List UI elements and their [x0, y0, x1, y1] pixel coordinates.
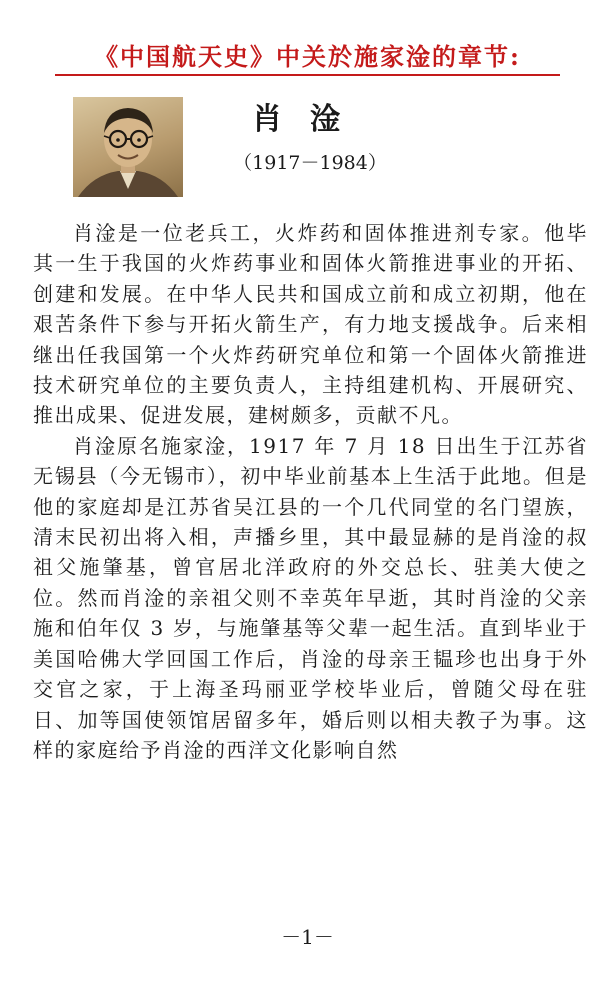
title-underline: [55, 74, 560, 76]
heading-name: 肖淦: [252, 102, 368, 137]
portrait-illustration: [73, 97, 183, 197]
portrait-photo: [73, 97, 183, 197]
heading-years: （1917－1984）: [233, 152, 387, 174]
paragraph-1: 肖淦是一位老兵工，火炸药和固体推进剂专家。他毕其一生于我国的火炸药事业和固体火箭推进事业的开拓、创建和发展。在中华人民共和国成立前和成立初期，他在艰苦条件下参与开拓火箭生产，有力地支援战争。后来相继出任我国第一个火炸药研究单位和第一个固体火箭推进技术研究单位的主要负责人，主持组建机构、开展研究、推出成果、促进发展，建树颇多，贡献不凡。: [33, 221, 588, 428]
page-number: －1－: [281, 925, 334, 949]
page-title: 《中国航天史》中关於施家淦的章节:: [94, 42, 521, 71]
body-text: [33, 218, 588, 765]
paragraph-2: 肖淦原名施家淦，1917 年 7 月 18 日出生于江苏省无锡县（今无锡市），初中毕业前基本上生活于此地。但是他的家庭却是江苏省吴江县的一个几代同堂的名门望族，清末民初出将入相，声播乡里，其中最显赫的是肖淦的叔祖父施肇基，曾官居北洋政府的外交总长、驻美大使之位。然而肖淦的亲祖父则不幸英年早逝，其时肖淦的父亲施和伯年仅 3 岁，与施肇基等父辈一起生活。直到毕业于美国哈佛大学回国工作后，肖淦的母亲王韫珍也出身于外交官之家，于上海圣玛丽亚学校毕业后，曾随父母在驻日、加等国使领馆居留多年，婚后则以相夫教子为事。这样的家庭给予肖淦的西洋文化影响自然: [33, 433, 588, 762]
